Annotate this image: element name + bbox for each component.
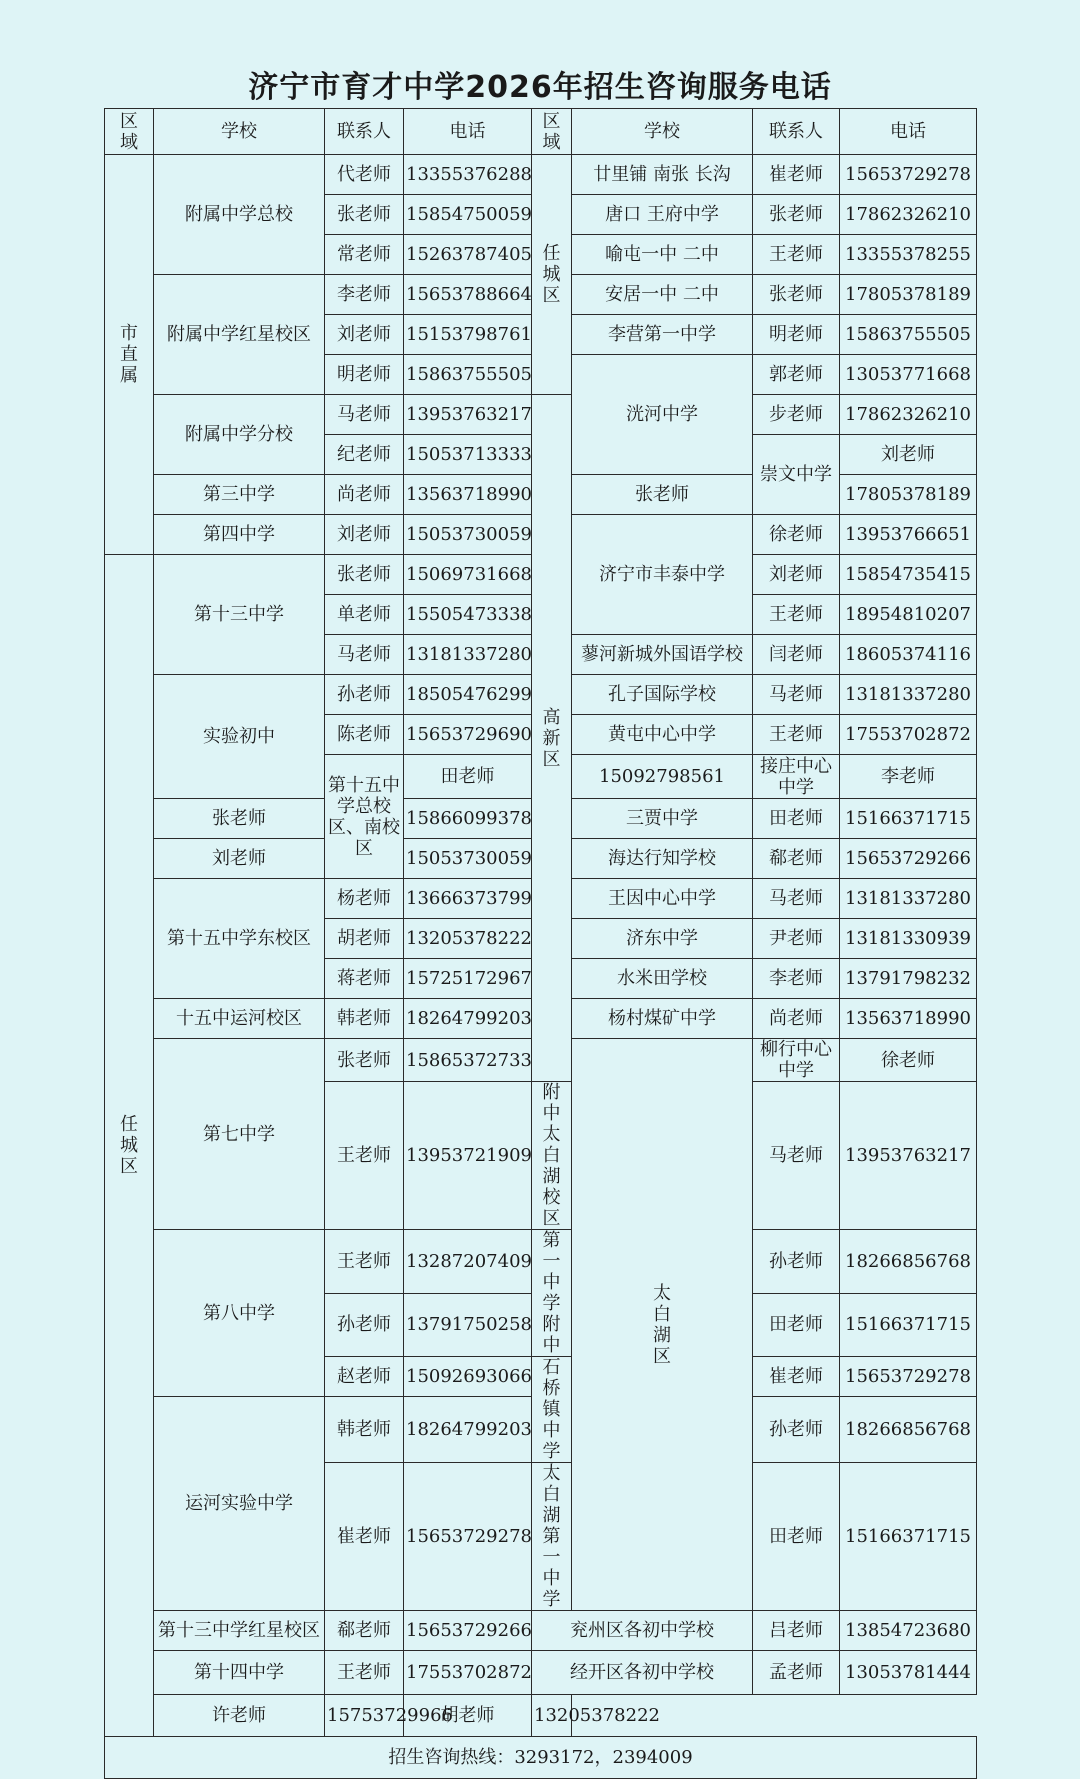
contact-name: 张老师 <box>325 195 404 235</box>
phone-number: 13563718990 <box>840 999 977 1039</box>
contact-name: 马老师 <box>325 635 404 675</box>
school-name: 第十五中学总校区、南校区 <box>325 755 404 879</box>
phone-number: 17805378189 <box>840 275 977 315</box>
phone-number: 13791750258 <box>404 1293 532 1357</box>
phone-number: 13355376288 <box>404 155 532 195</box>
region-cell <box>532 395 572 1082</box>
contact-name: 刘老师 <box>325 515 404 555</box>
contact-name: 李老师 <box>753 959 840 999</box>
contact-name: 尚老师 <box>325 475 404 515</box>
contact-name: 常老师 <box>325 235 404 275</box>
contact-name: 张老师 <box>325 555 404 595</box>
contact-name: 刘老师 <box>325 315 404 355</box>
phone-number: 13791798232 <box>840 959 977 999</box>
phone-number: 15092798561 <box>572 755 753 799</box>
contact-name: 单老师 <box>325 595 404 635</box>
header-phone: 电话 <box>840 109 977 155</box>
contact-table <box>104 108 977 1779</box>
contact-name: 田老师 <box>753 799 840 839</box>
school-name: 第一中学附中 <box>532 1230 572 1357</box>
school-name: 黄屯中心中学 <box>572 715 753 755</box>
school-name: 海达行知学校 <box>572 839 753 879</box>
school-name: 柳行中心中学 <box>753 1039 840 1082</box>
phone-number: 15863755505 <box>840 315 977 355</box>
contact-name: 王老师 <box>325 1651 404 1695</box>
school-name: 接庄中心中学 <box>753 755 840 799</box>
school-name: 安居一中 二中 <box>572 275 753 315</box>
region-char: 任 <box>542 243 561 264</box>
phone-number: 15505473338 <box>404 595 532 635</box>
phone-number: 13854723680 <box>840 1611 977 1651</box>
region-char: 太 <box>653 1282 671 1304</box>
contact-name: 崔老师 <box>753 155 840 195</box>
school-name: 附属中学红星校区 <box>154 275 325 395</box>
school-name: 三贾中学 <box>572 799 753 839</box>
contact-name: 李老师 <box>840 755 977 799</box>
phone-number: 13181337280 <box>840 675 977 715</box>
contact-name: 张老师 <box>753 195 840 235</box>
phone-number: 15053713333 <box>404 435 532 475</box>
contact-name: 韩老师 <box>325 999 404 1039</box>
phone-number: 15166371715 <box>840 799 977 839</box>
contact-name: 王老师 <box>753 715 840 755</box>
school-name: 第八中学 <box>154 1230 325 1397</box>
region-char: 属 <box>120 365 138 386</box>
school-name: 十五中运河校区 <box>154 999 325 1039</box>
contact-name: 陈老师 <box>325 715 404 755</box>
contact-name: 徐老师 <box>840 1039 977 1082</box>
phone-number: 13953763217 <box>840 1082 977 1230</box>
contact-name: 孙老师 <box>325 1293 404 1357</box>
phone-number: 15653729266 <box>840 839 977 879</box>
contact-name: 王老师 <box>753 235 840 275</box>
school-name: 附属中学分校 <box>154 395 325 475</box>
contact-name: 张老师 <box>753 275 840 315</box>
header-phone: 电话 <box>404 109 532 155</box>
contact-name: 徐老师 <box>753 515 840 555</box>
phone-number: 13181337280 <box>404 635 532 675</box>
phone-number: 15725172967 <box>404 959 532 999</box>
contact-name: 崔老师 <box>753 1357 840 1397</box>
phone-number: 15092693066 <box>404 1357 532 1397</box>
phone-number: 17862326210 <box>840 395 977 435</box>
region-char: 城 <box>120 1135 138 1156</box>
phone-number: 15653729278 <box>840 155 977 195</box>
phone-number: 13287207409 <box>404 1230 532 1294</box>
phone-number: 15865372733 <box>404 1039 532 1082</box>
school-name: 喻屯一中 二中 <box>572 235 753 275</box>
school-name: 孔子国际学校 <box>572 675 753 715</box>
header-contact: 联系人 <box>753 109 840 155</box>
contact-name: 马老师 <box>753 675 840 715</box>
phone-number: 17805378189 <box>840 475 977 515</box>
phone-number: 13181330939 <box>840 919 977 959</box>
phone-number: 15866099378 <box>404 799 532 839</box>
contact-name: 赵老师 <box>325 1357 404 1397</box>
contact-name: 尹老师 <box>753 919 840 959</box>
contact-name: 步老师 <box>753 395 840 435</box>
region-cell <box>105 155 154 555</box>
school-name: 济宁市丰泰中学 <box>572 515 753 635</box>
phone-number: 17862326210 <box>840 195 977 235</box>
contact-name: 马老师 <box>325 395 404 435</box>
table-body <box>105 109 977 1779</box>
phone-number: 15863755505 <box>404 355 532 395</box>
region-cell <box>105 555 154 1737</box>
phone-number: 13205378222 <box>532 1695 572 1737</box>
phone-number: 18954810207 <box>840 595 977 635</box>
contact-name: 明老师 <box>325 355 404 395</box>
phone-number: 18266856768 <box>840 1230 977 1294</box>
table-row <box>105 1611 977 1651</box>
header-school: 学校 <box>572 109 753 155</box>
header-region <box>105 109 154 155</box>
region-char: 域 <box>120 131 138 153</box>
school-name: 第十三中学红星校区 <box>154 1611 325 1651</box>
phone-number: 15753729966 <box>325 1695 404 1737</box>
phone-number: 18264799203 <box>404 999 532 1039</box>
phone-number: 17553702872 <box>404 1651 532 1695</box>
phone-number: 18264799203 <box>404 1397 532 1463</box>
contact-name: 尚老师 <box>753 999 840 1039</box>
contact-name: 田老师 <box>404 755 532 799</box>
contact-name: 李老师 <box>325 275 404 315</box>
region-char: 湖 <box>653 1324 671 1346</box>
phone-number: 13053781444 <box>840 1651 977 1695</box>
contact-name: 吕老师 <box>753 1611 840 1651</box>
table-row <box>105 1230 977 1294</box>
school-name: 第四中学 <box>154 515 325 555</box>
phone-number: 18505476299 <box>404 675 532 715</box>
phone-number: 18266856768 <box>840 1397 977 1463</box>
school-name: 附属中学总校 <box>154 155 325 275</box>
phone-number: 17553702872 <box>840 715 977 755</box>
region-char: 高 <box>542 706 561 728</box>
hotline-text: 招生咨询热线：3293172，2394009 <box>105 1737 977 1779</box>
contact-name: 郗老师 <box>325 1611 404 1651</box>
page-title: 济宁市育才中学2026年招生咨询服务电话 <box>248 70 832 105</box>
phone-number: 15653729278 <box>840 1357 977 1397</box>
contact-name: 刘老师 <box>840 435 977 475</box>
phone-number: 15854750059 <box>404 195 532 235</box>
contact-name: 崔老师 <box>325 1463 404 1611</box>
phone-number: 15166371715 <box>840 1293 977 1357</box>
school-name: 崇文中学 <box>753 435 840 515</box>
contact-name: 明老师 <box>753 315 840 355</box>
contact-name: 孙老师 <box>753 1230 840 1294</box>
school-name: 兖州区各初中学校 <box>532 1611 753 1651</box>
phone-number: 13563718990 <box>404 475 532 515</box>
table-row <box>105 155 977 195</box>
contact-name: 许老师 <box>154 1695 325 1737</box>
contact-name: 代老师 <box>325 155 404 195</box>
region-char: 直 <box>120 344 138 365</box>
phone-number: 15069731668 <box>404 555 532 595</box>
school-name: 太白湖第一中学 <box>532 1463 572 1611</box>
table-row <box>105 1651 977 1695</box>
school-name: 第十五中学东校区 <box>154 879 325 999</box>
school-name: 洸河中学 <box>572 355 753 475</box>
phone-number: 15263787405 <box>404 235 532 275</box>
region-char: 任 <box>120 1114 138 1135</box>
school-name: 运河实验中学 <box>154 1397 325 1611</box>
phone-number: 13953721909 <box>404 1082 532 1230</box>
contact-name: 纪老师 <box>325 435 404 475</box>
contact-name: 张老师 <box>154 799 325 839</box>
phone-number: 15653788664 <box>404 275 532 315</box>
contact-name: 郭老师 <box>753 355 840 395</box>
school-name: 唐口 王府中学 <box>572 195 753 235</box>
school-name: 第三中学 <box>154 475 325 515</box>
phone-number: 13053771668 <box>840 355 977 395</box>
phone-number: 15653729266 <box>404 1611 532 1651</box>
phone-number: 13953763217 <box>404 395 532 435</box>
school-name: 水米田学校 <box>572 959 753 999</box>
contact-name: 刘老师 <box>154 839 325 879</box>
region-char: 区 <box>653 1345 671 1367</box>
phone-number: 15653729278 <box>404 1463 532 1611</box>
contact-name: 马老师 <box>753 879 840 919</box>
school-name: 第十四中学 <box>154 1651 325 1695</box>
school-name: 廿里铺 南张 长沟 <box>572 155 753 195</box>
phone-number: 15166371715 <box>840 1463 977 1611</box>
region-cell <box>572 1039 753 1611</box>
region-char: 白 <box>653 1303 671 1325</box>
school-name: 第七中学 <box>154 1039 325 1230</box>
phone-number: 18605374116 <box>840 635 977 675</box>
contact-name: 郗老师 <box>753 839 840 879</box>
school-name: 第十三中学 <box>154 555 325 675</box>
footer-row <box>105 1737 977 1779</box>
region-char: 域 <box>542 131 561 153</box>
contact-name: 韩老师 <box>325 1397 404 1463</box>
contact-name: 王老师 <box>753 595 840 635</box>
contact-name: 闫老师 <box>753 635 840 675</box>
contact-name: 刘老师 <box>753 555 840 595</box>
school-name: 济东中学 <box>572 919 753 959</box>
contact-name: 孙老师 <box>325 675 404 715</box>
contact-name: 杨老师 <box>325 879 404 919</box>
contact-name: 胡老师 <box>404 1695 532 1737</box>
region-char: 区 <box>120 1156 138 1177</box>
region-char: 区 <box>120 110 138 132</box>
contact-name: 孙老师 <box>753 1397 840 1463</box>
contact-name: 蒋老师 <box>325 959 404 999</box>
school-name: 杨村煤矿中学 <box>572 999 753 1039</box>
contact-name: 胡老师 <box>325 919 404 959</box>
region-char: 区 <box>542 110 561 132</box>
region-char: 城 <box>542 264 561 285</box>
region-char: 市 <box>120 323 138 344</box>
region-char: 新 <box>542 727 561 749</box>
header-region <box>532 109 572 155</box>
contact-name: 马老师 <box>753 1082 840 1230</box>
header-contact: 联系人 <box>325 109 404 155</box>
region-cell <box>532 155 572 395</box>
table-row <box>105 1695 977 1737</box>
phone-number: 13181337280 <box>840 879 977 919</box>
phone-number: 15053730059 <box>404 839 532 879</box>
table-row <box>105 395 977 435</box>
header-school: 学校 <box>154 109 325 155</box>
phone-number: 15854735415 <box>840 555 977 595</box>
region-char: 区 <box>542 748 561 770</box>
contact-name: 田老师 <box>753 1463 840 1611</box>
contact-name: 王老师 <box>325 1082 404 1230</box>
school-name: 附中太白湖校区 <box>532 1082 572 1230</box>
contact-name: 张老师 <box>572 475 753 515</box>
contact-name: 孟老师 <box>753 1651 840 1695</box>
phone-number: 13666373799 <box>404 879 532 919</box>
school-name: 蓼河新城外国语学校 <box>572 635 753 675</box>
school-name: 实验初中 <box>154 675 325 799</box>
phone-number: 15053730059 <box>404 515 532 555</box>
school-name: 王因中心中学 <box>572 879 753 919</box>
contact-name: 田老师 <box>753 1293 840 1357</box>
phone-number: 13355378255 <box>840 235 977 275</box>
contact-name: 张老师 <box>325 1039 404 1082</box>
contact-name: 王老师 <box>325 1230 404 1294</box>
header-row <box>105 109 977 155</box>
school-name: 石桥镇中学 <box>532 1357 572 1463</box>
phone-number: 13205378222 <box>404 919 532 959</box>
phone-number: 13953766651 <box>840 515 977 555</box>
phone-number: 15653729690 <box>404 715 532 755</box>
region-char: 区 <box>542 285 561 306</box>
school-name: 李营第一中学 <box>572 315 753 355</box>
school-name: 经开区各初中学校 <box>532 1651 753 1695</box>
phone-number: 15153798761 <box>404 315 532 355</box>
